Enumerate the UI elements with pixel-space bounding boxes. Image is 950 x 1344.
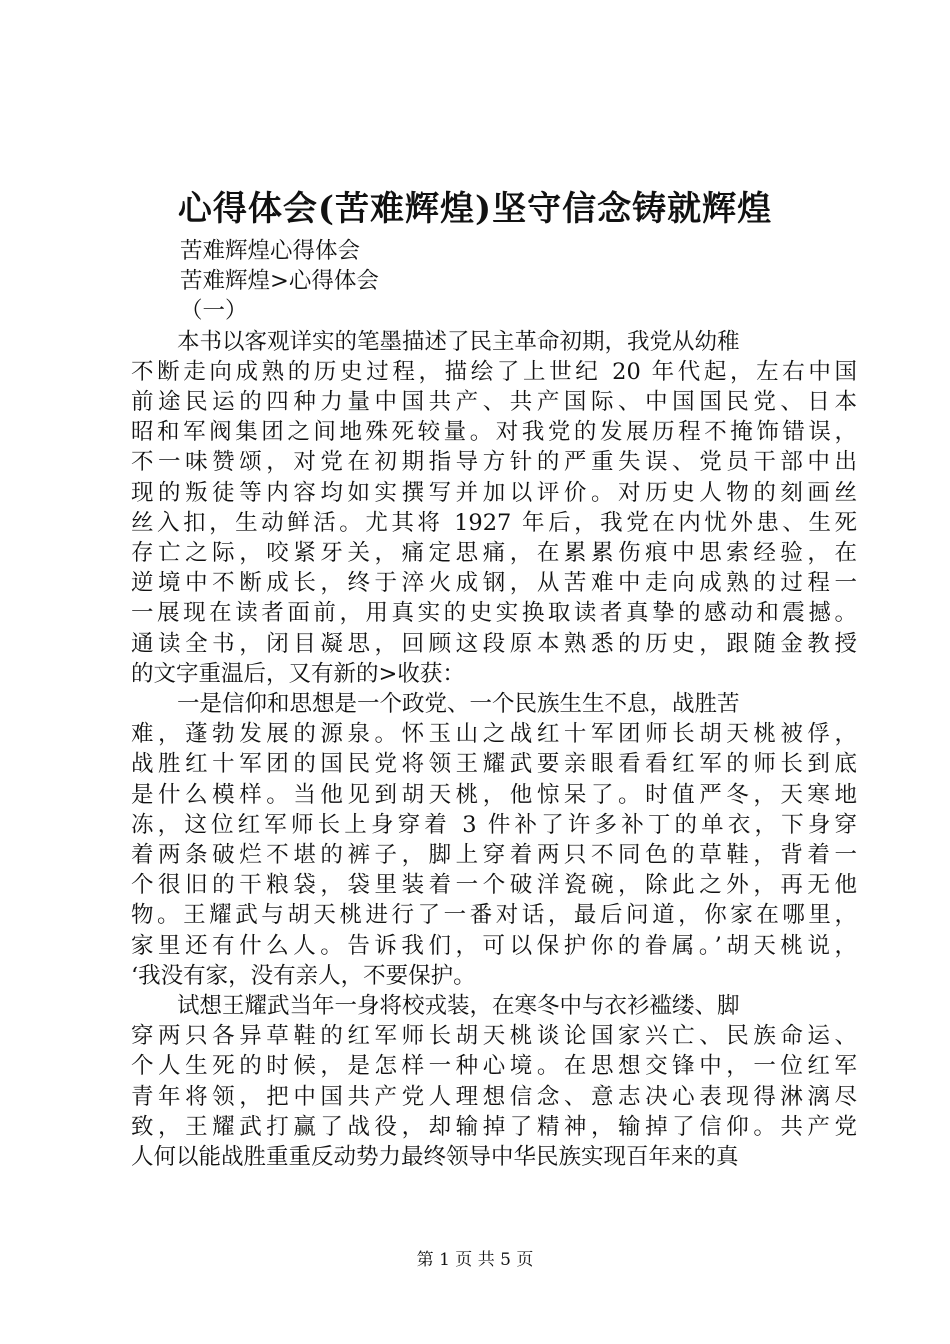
paragraph-line: 本书以客观详实的笔墨描述了民主革命初期，我党从幼稚 (177, 328, 740, 355)
paragraph-line: 试想王耀武当年一身将校戎装，在寒冬中与衣衫褴缕、脚 (177, 993, 740, 1020)
paragraph-container (131, 327, 857, 1173)
document-title: 心得体会(苦难辉煌)坚守信念铸就辉煌 (177, 189, 773, 229)
page-footer: 第 1 页 共 5 页 (416, 1250, 534, 1270)
paragraph-line: ‘我没有家，没有亲人，不要保护。 (131, 962, 476, 989)
paragraph-line: 的文字重温后，又有新的>收获： (131, 660, 465, 687)
subtitle-line: 苦难辉煌>心得体会 (180, 268, 379, 295)
paragraph-line: 通读全书，闭目凝思，回顾这段原本熟悉的历史，跟随金教授 (131, 630, 857, 657)
paragraph-line: 逆境中不断成长，终于淬火成钢，从苦难中走向成熟的过程一 (131, 570, 857, 597)
subtitle-line: 苦难辉煌心得体会 (180, 238, 361, 264)
paragraph-line: 不断走向成熟的历史过程，描绘了上世纪 20 年代起，左右中国 (131, 358, 857, 385)
paragraph-line: 致，王耀武打赢了战役，却输掉了精神，输掉了信仰。共产党 (131, 1113, 857, 1140)
paragraph-line: 是什么模样。当他见到胡天桃，他惊呆了。时值严冬，天寒地 (131, 781, 857, 808)
paragraph-line: 一展现在读者面前，用真实的史实换取读者真挚的感动和震撼。 (131, 600, 857, 627)
paragraph-line: 不一味赞颂，对党在初期指导方针的严重失误、党员干部中出 (131, 449, 857, 476)
paragraph-line: 物。王耀武与胡天桃进行了一番对话，最后问道，你家在哪里， (131, 902, 857, 929)
section-number: （一） (180, 298, 248, 325)
paragraph-line: 着两条破烂不堪的裤子，脚上穿着两只不同色的草鞋，背着一 (131, 842, 857, 869)
paragraph-line: 家里还有什么人。告诉我们，可以保护你的眷属。’胡天桃说， (131, 932, 857, 959)
paragraph-line: 战胜红十军团的国民党将领王耀武要亲眼看看红军的师长到底 (131, 751, 857, 778)
paragraph-line: 冻，这位红军师长上身穿着 3 件补了许多补丁的单衣，下身穿 (131, 811, 857, 838)
paragraph-line: 前途民运的四种力量中国共产、共产国际、中国国民党、日本 (131, 389, 857, 416)
paragraph-line: 人何以能战胜重重反动势力最终领导中华民族实现百年来的真 (131, 1144, 739, 1171)
paragraph-line: 个人生死的时候，是怎样一种心境。在思想交锋中，一位红军 (131, 1053, 857, 1080)
paragraph-line: 丝入扣，生动鲜活。尤其将 1927 年后，我党在内忧外患、生死 (131, 509, 857, 536)
paragraph-line: 青年将领，把中国共产党人理想信念、意志决心表现得淋漓尽 (131, 1083, 857, 1110)
paragraph (131, 991, 857, 1172)
paragraph-line: 昭和军阀集团之间地殊死较量。对我党的发展历程不掩饰错误， (131, 419, 857, 446)
paragraph-line: 穿两只各异草鞋的红军师长胡天桃谈论国家兴亡、民族命运、 (131, 1023, 857, 1050)
paragraph (131, 327, 857, 689)
paragraph-line: 一是信仰和思想是一个政党、一个民族生生不息，战胜苦 (177, 691, 740, 718)
paragraph-line: 现的叛徒等内容均如实撰写并加以评价。对历史人物的刻画丝 (131, 479, 857, 506)
paragraph (131, 689, 857, 991)
paragraph-line: 存亡之际，咬紧牙关，痛定思痛，在累累伤痕中思索经验，在 (131, 540, 857, 567)
paragraph-line: 难，蓬勃发展的源泉。怀玉山之战红十军团师长胡天桃被俘， (131, 721, 857, 748)
document-body (131, 236, 857, 1172)
paragraph-line: 个很旧的干粮袋，袋里装着一个破洋瓷碗，除此之外，再无他 (131, 872, 857, 899)
